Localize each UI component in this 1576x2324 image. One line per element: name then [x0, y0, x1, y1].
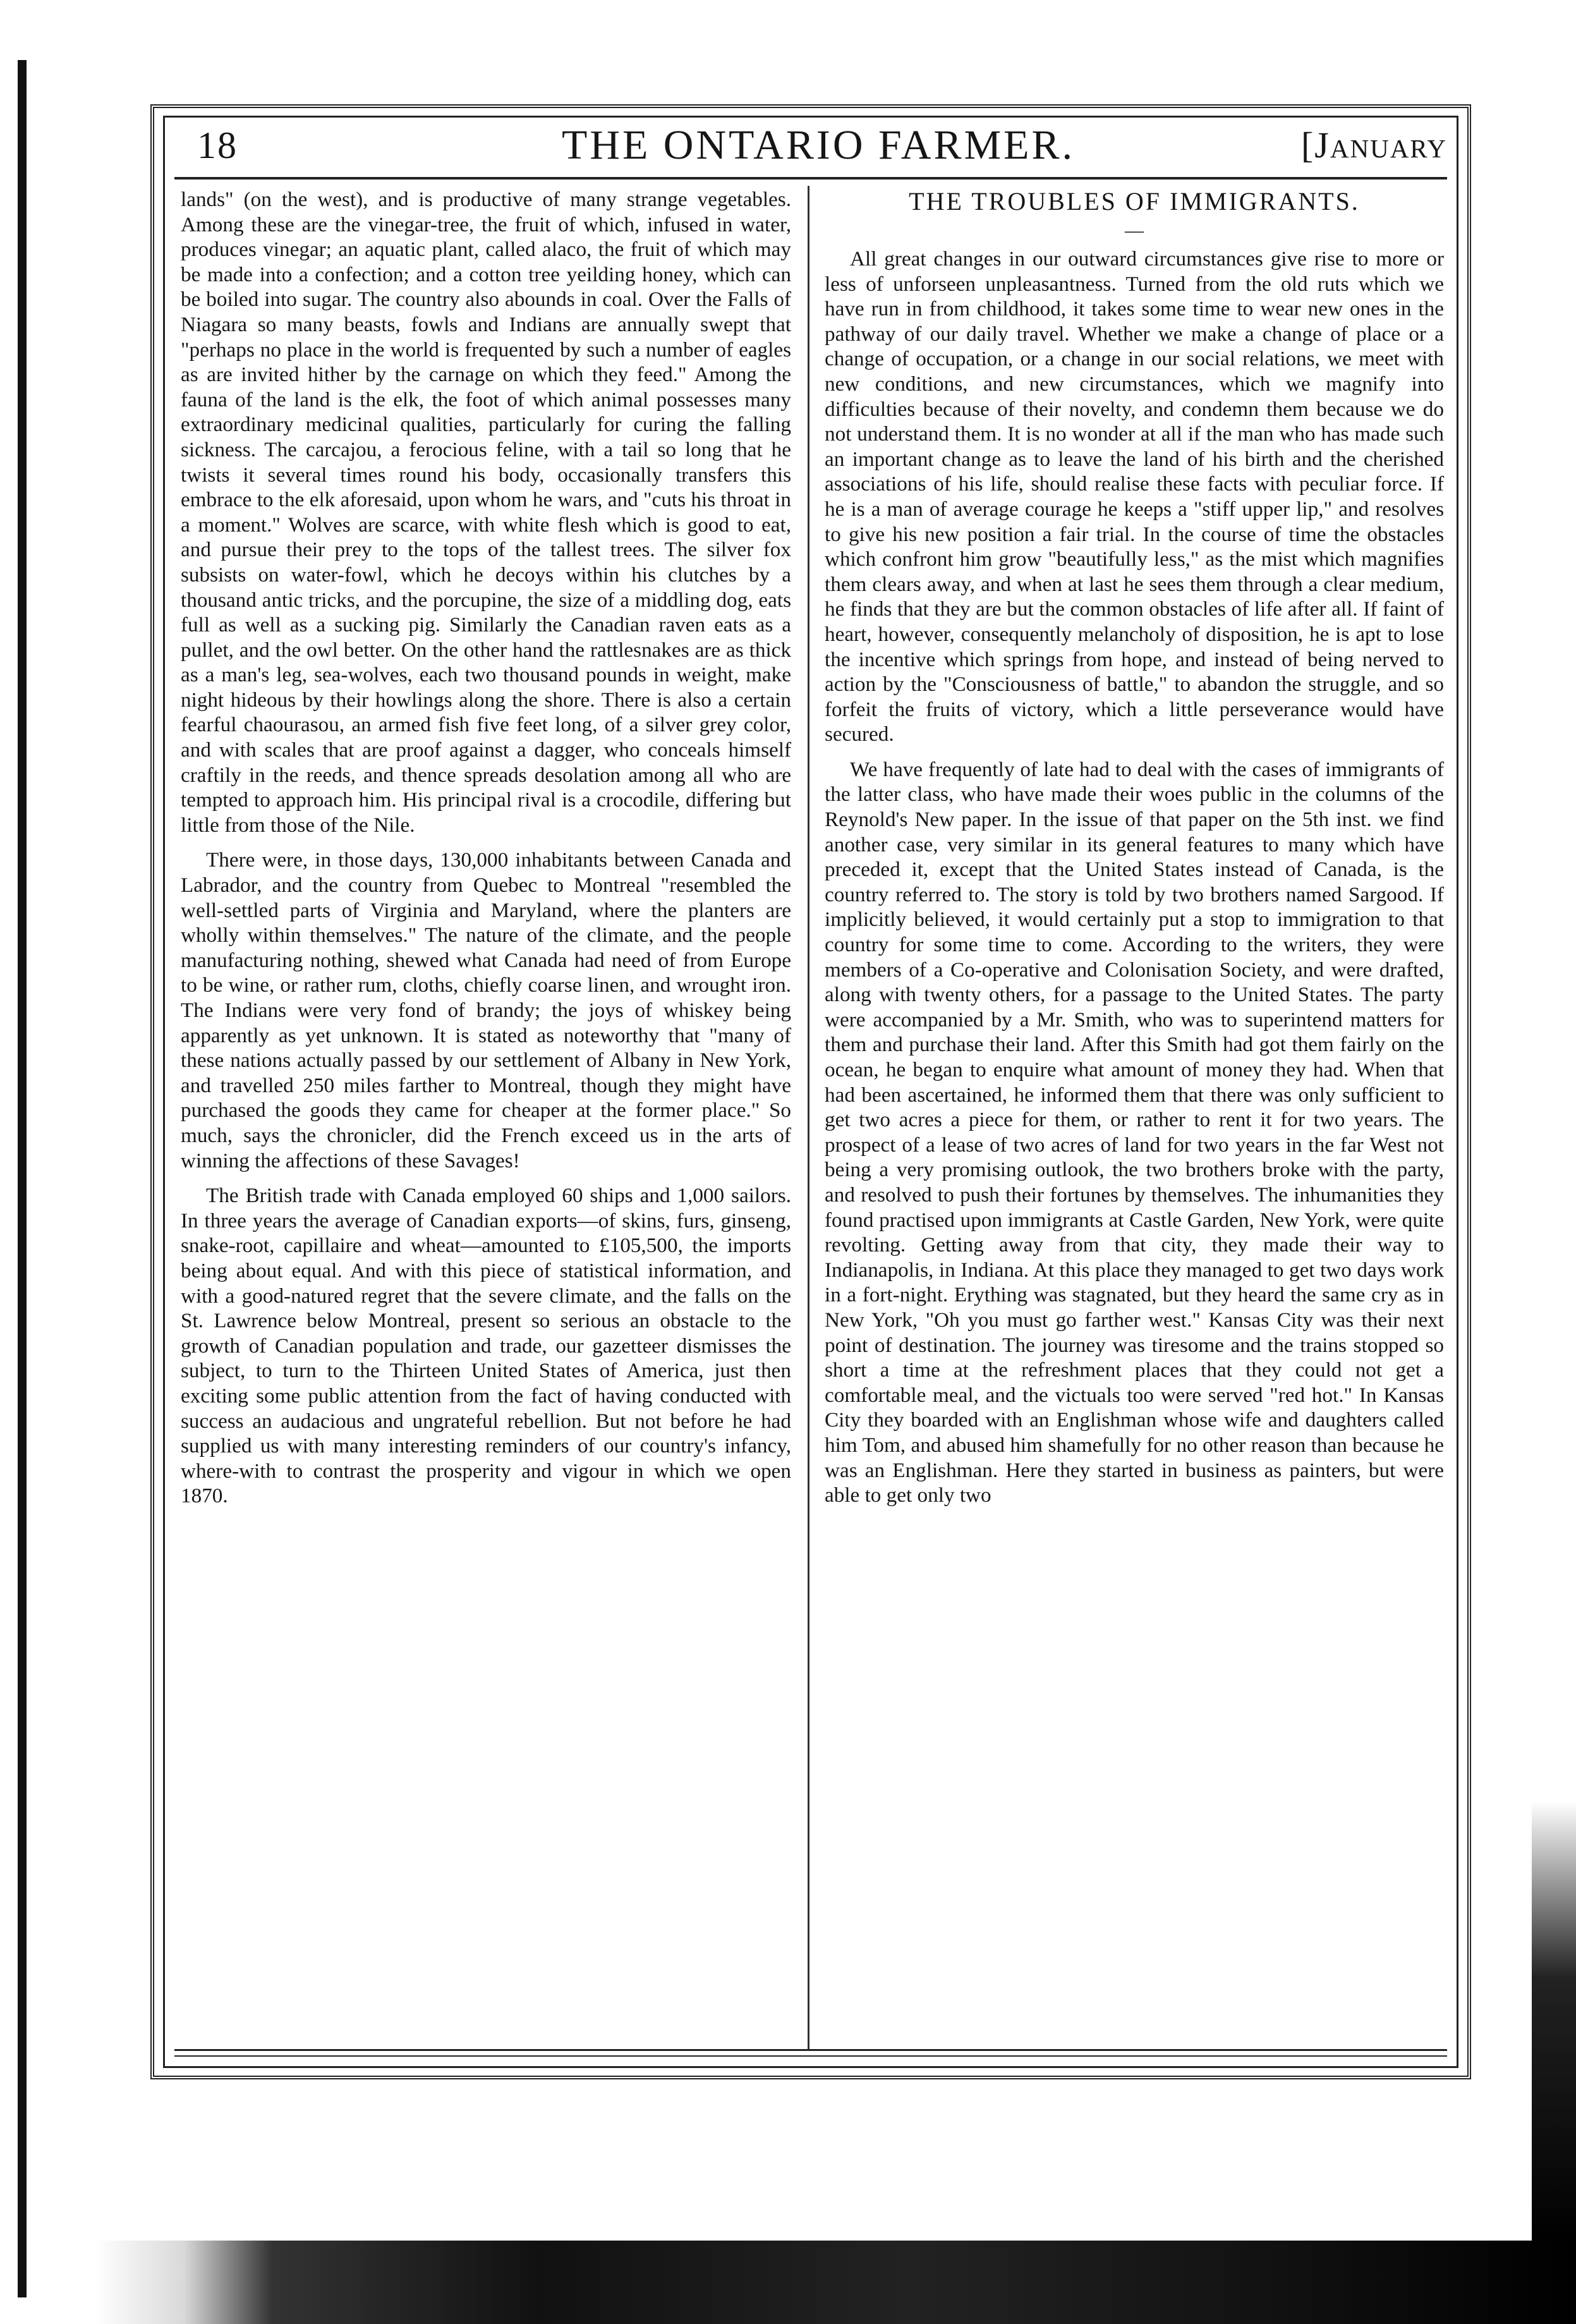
right-paragraph-2: We have frequently of late had to deal with the cases of immigrants of the latter class, who have made their woes public in the columns of the Reynold's New paper. In the issue of that paper on the 5th inst. we find another case, very similar in its general features to many which have preceded it, except that the United States instead of Canada, is the country referred to. The story is told by two brothers named Sargood. If implicitly believed, it would certainly put a stop to immigration to that country for some time to come. According to the writers, they were members of a Co-operative and Colonisation Society, and were drafted, along with twenty others, for a passage to the United States. The party were accompanied by a Mr. Smith, who was to superintend matters for them and purchase their land. After this Smith had got them fairly on the ocean, he began to enquire what amount of money they had. When that had been ascertained, he informed them that there was only sufficient to get two acres a piece for them, or rather to rent it for two years. The prospect of a lease of two acres of land for two years in the far West not being a very promising outlook, the two brothers broke with the party, and resolved to push their fortunes by themselves. The inhumanities they found practised upon immigrants at Castle Garden, New York, were quite revolting. Getting away from that city, they made their way to Indianapolis, in Indiana. At this place they managed to get two days work in a fort-night. Erything was stagnated, but they heard the same cry as in New York, "Oh you must go farther west." Kansas City was their next point of destination. The journey was tiresome and the trains stopped so short a time at the refreshment places that they could not get a comfortable meal, and the victuals too were served "red hot." In Kansas City they boarded with an Englishman whose wife and daughters called him Tom, and abused him shamefully for no other reason than because he was an Englishman. Here they started in business as painters, but were able to get only two: [825, 757, 1444, 1507]
scan-edge-shadow-bottom: [95, 2241, 1576, 2324]
issue-month: [January: [1300, 125, 1447, 166]
header-rule: [174, 177, 1447, 179]
left-paragraph-2: There were, in those days, 130,000 inhabitants between Canada and Labrador, and the country from Quebec to Montreal "resembled the well-settled parts of Virginia and Maryland, where the planters are wholly within themselves." The nature of the climate, and the people manufacturing nothing, shewed what Canada had need of from Europe to be wine, or rather rum, cloths, chiefly coarse linen, and wrought iron. The Indians were very fond of brandy; the joys of whiskey being apparently as yet unknown. It is stated as noteworthy that "many of these nations actually passed by our settlement of Albany in New York, and travelled 250 miles farther to Montreal, though they might have purchased the goods they came for cheaper at the former place." So much, says the chronicler, did the French exceed us in the arts of winning the affections of these Savages!: [181, 848, 791, 1172]
right-column: [825, 187, 1444, 1518]
title-dash: —: [1125, 220, 1144, 241]
article-title: THE TROUBLES OF IMMIGRANTS.: [909, 187, 1360, 216]
scan-edge-shadow-left: [18, 60, 27, 2297]
scan-edge-shadow-right: [1532, 1801, 1576, 2244]
page-number: 18: [197, 125, 238, 166]
right-paragraph-1: All great changes in our outward circumstances give rise to more or less of unforseen unpleasantness. Turned from the old ruts which we have run in from childhood, it takes some time to wear new ones in the pathway of our daily travel. Whether we make a change of place or a change of occupation, or a change in our social relations, we meet with new conditions, and new circumstances, which we magnify into difficulties because of their novelty, and condemn them because we do not understand them. It is no wonder at all if the man who has made such an important change as to leave the land of his birth and the cherished associations of his life, should realise these facts with peculiar force. If he is a man of average courage he keeps a "stiff upper lip," and resolves to give his new position a fair trial. In the course of time the obstacles which confront him grow "beautifully less," as the mist which magnifies them clears away, and when at last he sees them through a clear medium, he finds that they are but the common obstacles of life after all. If faint of heart, however, consequently melancholy of disposition, he is apt to lose the incentive which springs from hope, and instead of being nerved to action by the "Consciousness of battle," to abandon the struggle, and so forfeit the fruits of victory, which a little perseverance would have secured.: [825, 247, 1444, 746]
masthead-title: THE ONTARIO FARMER.: [562, 122, 1075, 168]
page-header: [190, 121, 1447, 173]
left-column: [181, 187, 791, 1519]
column-divider: [808, 186, 809, 2050]
left-paragraph-1: lands" (on the west), and is productive of many strange vegetables. Among these are the vinegar-tree, the fruit of which, infused in water, produces vinegar; an aquatic plant, called alaco, the fruit of which may be made into a confection; and a cotton tree yeilding honey, which can be boiled into sugar. The country also abounds in coal. Over the Falls of Niagara so many beasts, fowls and Indians are annually swept that "perhaps no place in the world is frequented by such a number of eagles as are invited hither by the carnage on which they feed." Among the fauna of the land is the elk, the foot of which animal possesses many extraordinary medicinal qualities, particularly for curing the falling sickness. The carcajou, a ferocious feline, with a tail so long that he twists it several times round his body, occasionally transfers this embrace to the elk aforesaid, upon whom he wars, and "cuts his throat in a moment." Wolves are scarce, with white flesh which is good to eat, and pursue their prey to the tops of the tallest trees. The silver fox subsists on water-fowl, which he decoys within his clutches by a thousand antic tricks, and the porcupine, the size of a middling dog, eats full as well as a sucking pig. Similarly the Canadian raven eats as a pullet, and the owl better. On the other hand the rattlesnakes are as thick as a man's leg, sea-wolves, each two thousand pounds in weight, make night hideous by their howlings along the shore. There is also a certain fearful chaourasou, an armed fish five feet long, of a silver grey color, and with scales that are proof against a dagger, who conceals himself craftily in the reeds, and thence spreads desolation among all who are tempted to approach him. His principal rival is a crocodile, differing but little from those of the Nile.: [181, 188, 791, 837]
footer-rule: [174, 2049, 1447, 2051]
footer-rule-double: [174, 2055, 1447, 2057]
left-paragraph-3: The British trade with Canada employed 60 ships and 1,000 sailors. In three years the average of Canadian exports—of skins, furs, ginseng, snake-root, capillaire and wheat—amounted to £105,500, the imports being about equal. And with this piece of statistical information, and with a good-natured regret that the severe climate, and the falls on the St. Lawrence below Montreal, present so serious an obstacle to the growth of Canadian population and trade, our gazetteer dismisses the subject, to turn to the Thirteen United States of America, just then exciting some public attention from the fact of having conducted with success an audacious and ungrateful rebellion. But not before he had supplied us with many interesting reminders of our country's infancy, where-with to contrast the prosperity and vigour in which we open 1870.: [181, 1184, 791, 1508]
